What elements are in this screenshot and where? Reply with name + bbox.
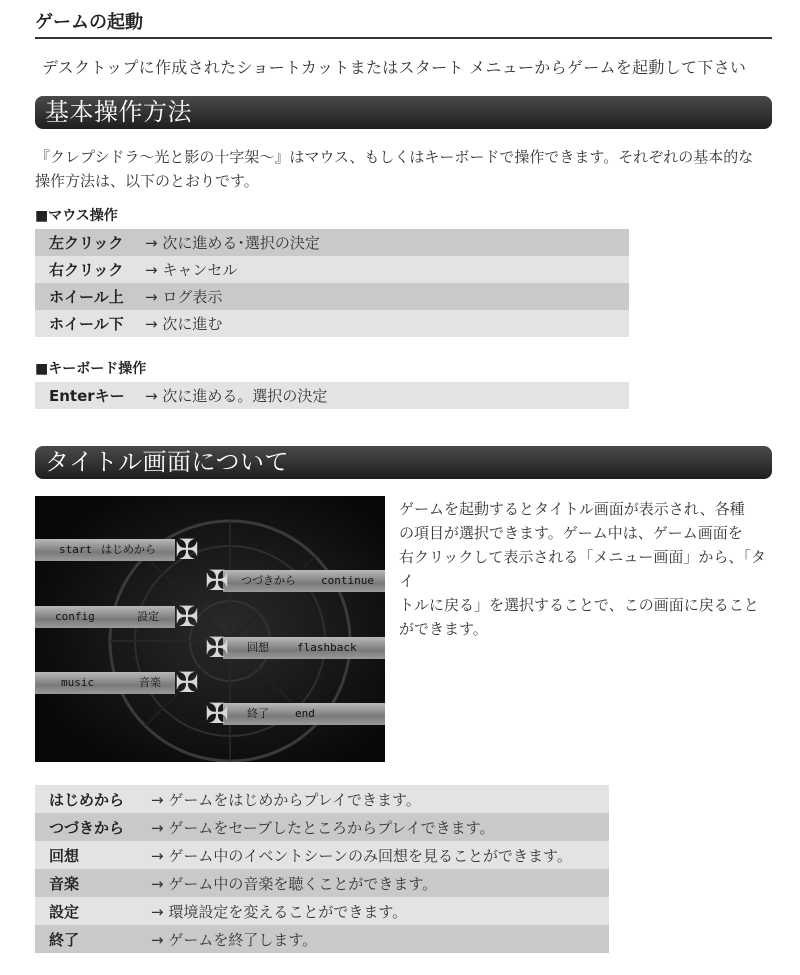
description-line: の項目が選択できます。ゲーム中は、ゲーム画面を <box>399 524 743 542</box>
title-menu-table <box>35 785 609 953</box>
game-start-instructions: デスクトップに作成されたショートカットまたはスタート メニューからゲームを起動して下さい <box>42 58 747 77</box>
cross-ornament-icon: ✠ <box>205 631 229 664</box>
mouse-controls-heading: ■マウス操作 <box>35 208 118 224</box>
menu-item-desc: → ゲームをセーブしたところからプレイできます。 <box>151 818 495 837</box>
keyboard-controls-table <box>35 382 629 409</box>
table-row <box>35 382 629 409</box>
menu-end[interactable] <box>223 703 385 725</box>
table-row <box>35 229 629 256</box>
menu-config-en: config <box>55 610 95 623</box>
menu-music[interactable] <box>35 672 175 694</box>
menu-continue-jp: つづきから <box>241 574 296 587</box>
mouse-controls-table <box>35 229 629 337</box>
cross-ornament-icon: ✠ <box>175 533 199 566</box>
menu-flashback[interactable] <box>223 637 385 659</box>
menu-end-jp: 終了 <box>247 707 269 720</box>
menu-item-desc: → ゲーム中のイベントシーンのみ回想を見ることができます。 <box>151 846 572 865</box>
control-key: ホイール下 <box>49 315 124 333</box>
menu-item-desc: → ゲームをはじめからプレイできます。 <box>151 790 421 809</box>
menu-config-jp: 設定 <box>137 610 159 623</box>
cross-ornament-icon: ✠ <box>175 666 199 699</box>
menu-start[interactable] <box>35 539 175 561</box>
table-row <box>35 925 609 953</box>
menu-item-desc: → 環境設定を変えることができます。 <box>151 902 408 921</box>
control-key: ホイール上 <box>49 288 124 306</box>
menu-item-name: つづきから <box>49 818 125 837</box>
table-row <box>35 283 629 310</box>
control-desc: → ログ表示 <box>145 288 223 306</box>
title-screen-screenshot <box>35 496 385 762</box>
basic-controls-intro <box>35 145 780 193</box>
description-line: 右クリックして表示される「メニュー画面」から、「タイ <box>399 548 766 590</box>
table-row <box>35 897 609 925</box>
menu-item-name: 終了 <box>49 930 80 949</box>
menu-start-en: start <box>59 543 93 556</box>
menu-item-name: はじめから <box>49 790 125 809</box>
control-key: Enterキー <box>49 387 125 405</box>
title-screen-description <box>399 497 777 641</box>
menu-flashback-jp: 回想 <box>247 641 269 654</box>
description-line: ゲームを起動するとタイトル画面が表示され、各種 <box>399 500 745 518</box>
menu-flashback-en: flashback <box>297 641 357 654</box>
menu-end-en: end <box>295 707 315 720</box>
intro-line: 操作方法は、以下のとおりです。 <box>35 172 259 190</box>
description-line: トルに戻る」を選択することで、この画面に戻ること <box>399 596 759 614</box>
cross-ornament-icon: ✠ <box>205 564 229 597</box>
menu-music-en: music <box>61 676 95 689</box>
control-desc: → 次に進める。選択の決定 <box>145 387 328 405</box>
description-line: ができます。 <box>399 620 488 638</box>
menu-item-name: 回想 <box>49 846 80 865</box>
menu-config[interactable] <box>35 606 175 628</box>
section-banner-basic-controls: 基本操作方法 <box>35 96 772 129</box>
table-row <box>35 813 609 841</box>
control-desc: → 次に進める･選択の決定 <box>145 234 320 252</box>
menu-item-desc: → ゲームを終了します。 <box>151 930 318 949</box>
cross-ornament-icon: ✠ <box>175 600 199 633</box>
menu-continue[interactable] <box>223 570 385 592</box>
menu-start-jp: はじめから <box>101 543 156 556</box>
menu-item-name: 設定 <box>49 902 80 921</box>
table-row <box>35 256 629 283</box>
keyboard-controls-heading: ■キーボード操作 <box>35 361 147 377</box>
control-desc: → キャンセル <box>145 261 238 279</box>
table-row <box>35 841 609 869</box>
heading-divider <box>35 37 772 39</box>
control-key: 左クリック <box>49 234 124 252</box>
menu-music-jp: 音楽 <box>139 676 161 689</box>
section-heading-game-start: ゲームの起動 <box>35 12 143 33</box>
cross-ornament-icon: ✠ <box>205 697 229 730</box>
menu-item-desc: → ゲーム中の音楽を聴くことができます。 <box>151 874 438 893</box>
table-row <box>35 310 629 337</box>
table-row <box>35 785 609 813</box>
control-key: 右クリック <box>49 261 124 279</box>
section-banner-title-screen: タイトル画面について <box>35 446 772 479</box>
control-desc: → 次に進む <box>145 315 223 333</box>
menu-continue-en: continue <box>321 574 374 587</box>
menu-item-name: 音楽 <box>49 874 80 893</box>
intro-line: 『クレプシドラ〜光と影の十字架〜』はマウス、もしくはキーボードで操作できます。それぞれの基本的な <box>35 148 754 166</box>
table-row <box>35 869 609 897</box>
